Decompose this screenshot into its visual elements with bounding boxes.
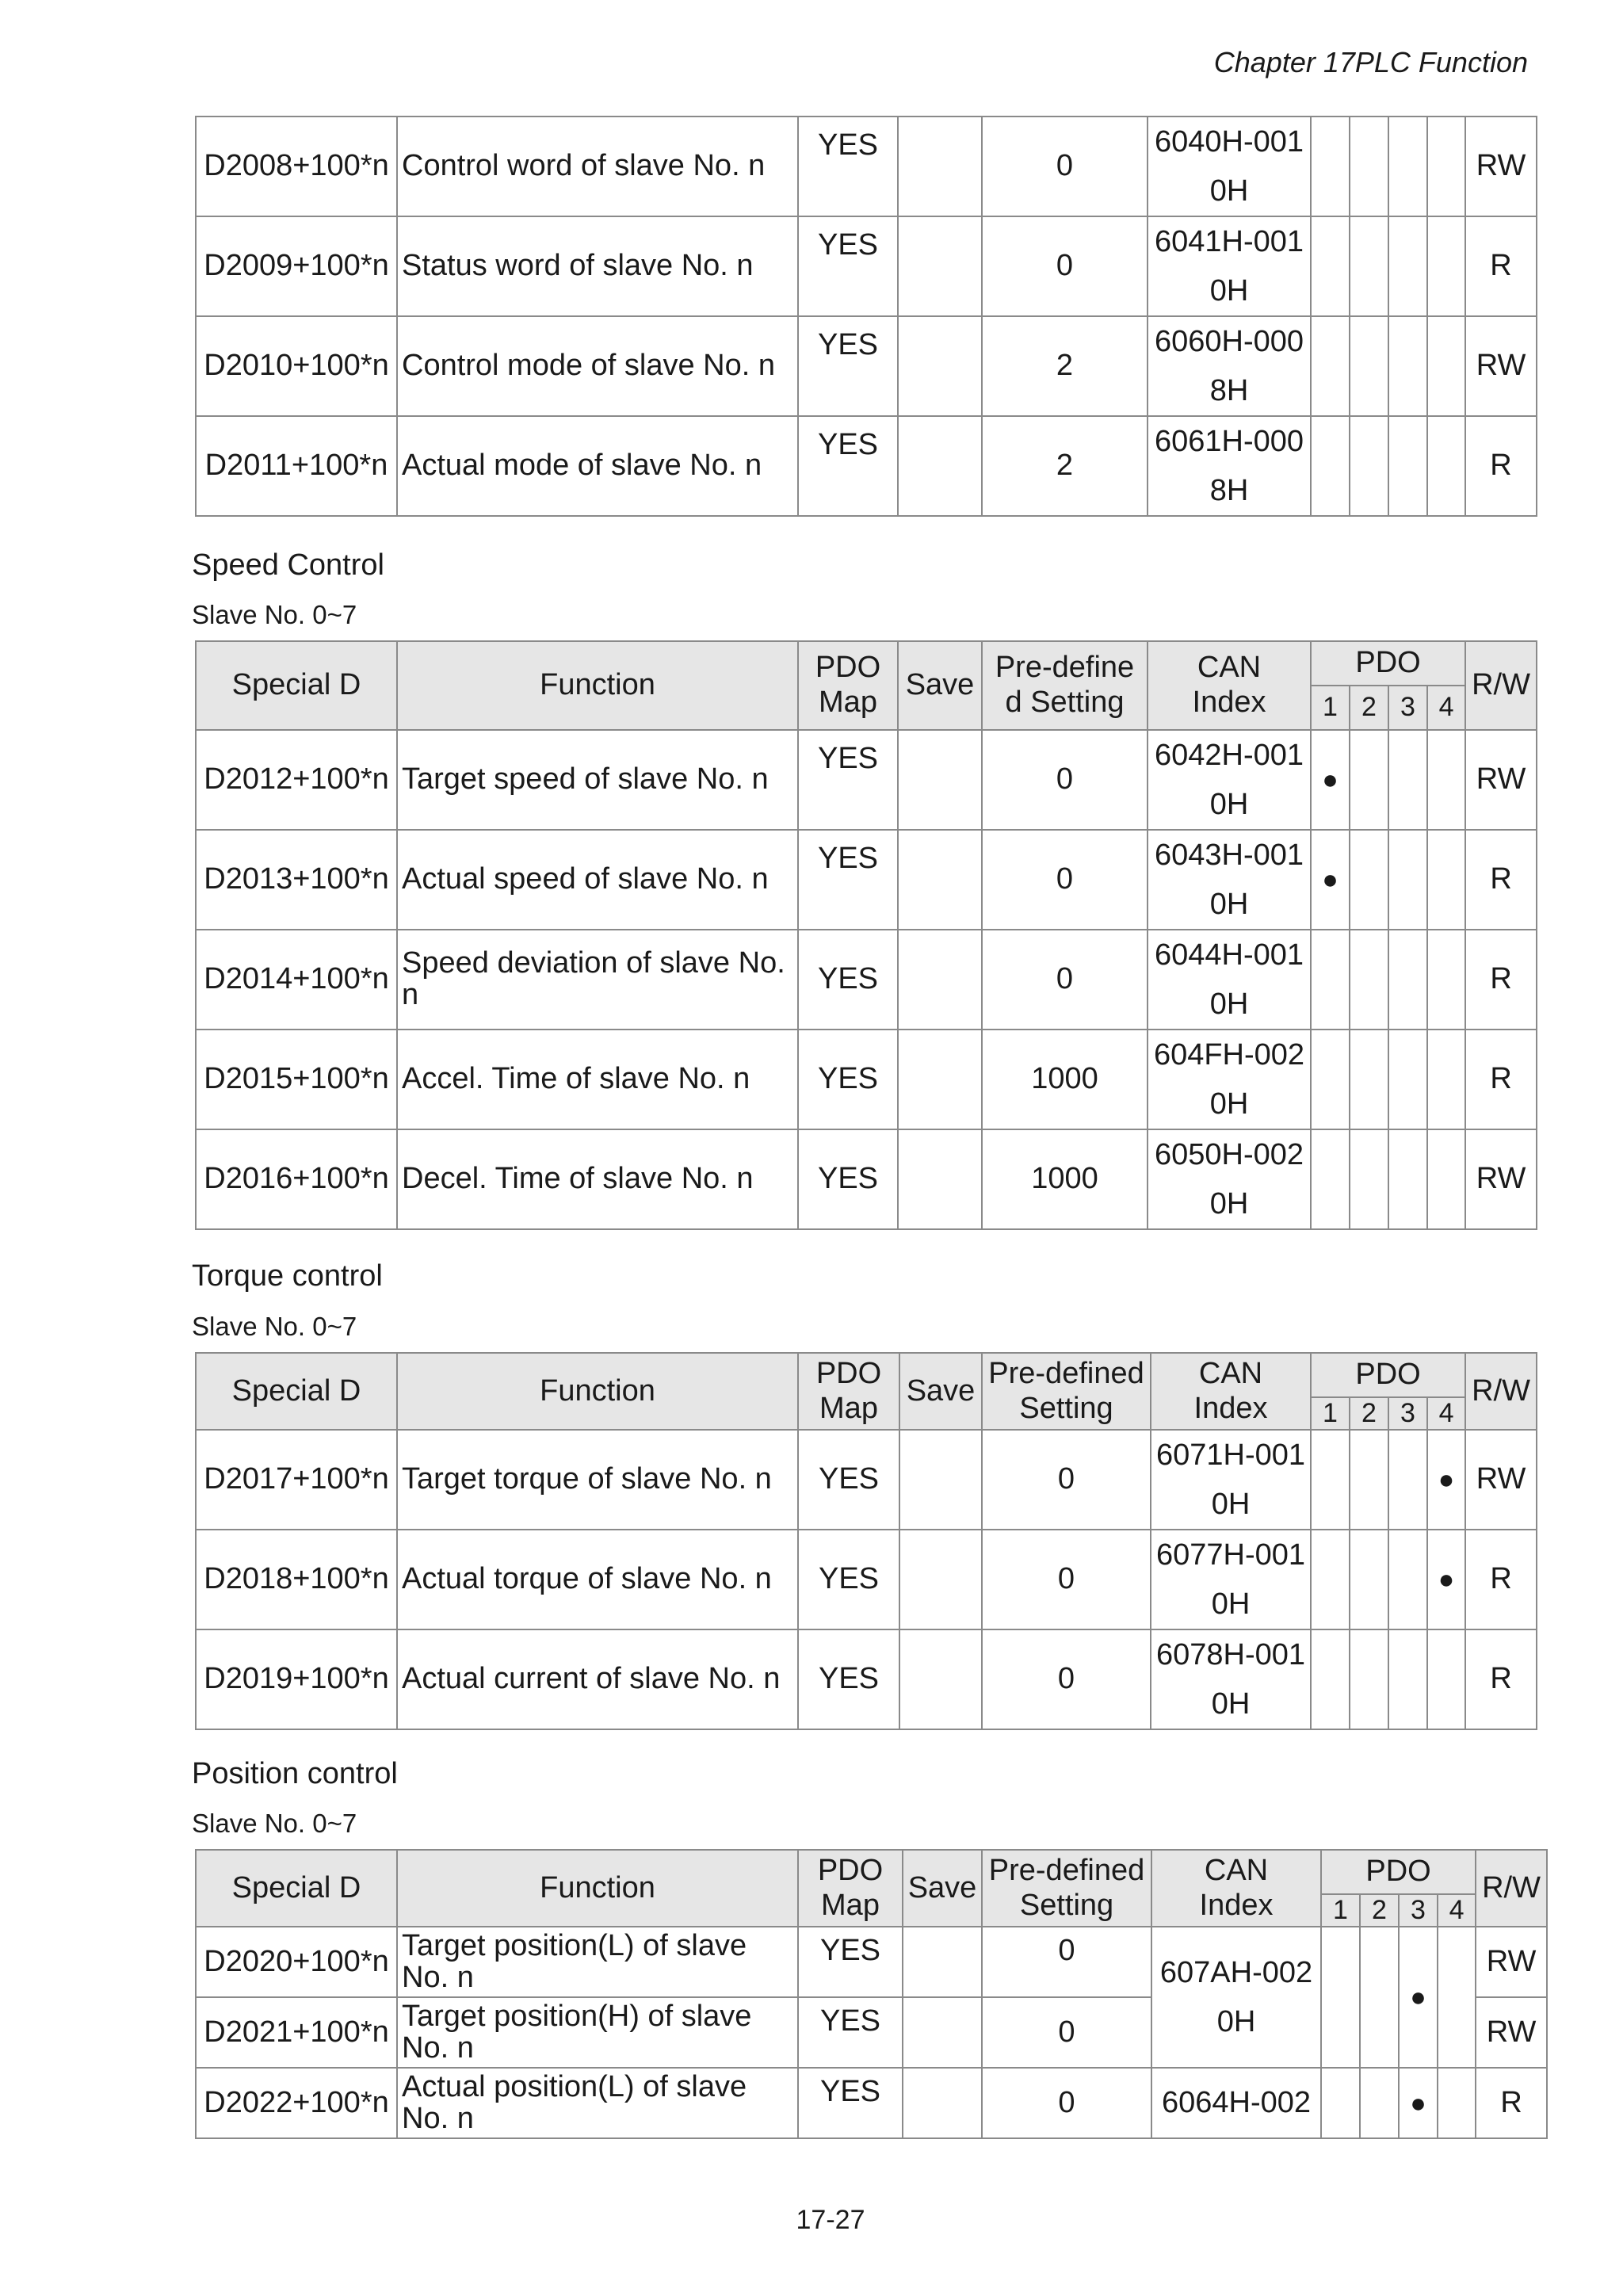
can-index-line-1: 6071H-001 <box>1155 1438 1306 1473</box>
setting-cell: 0 <box>982 1430 1151 1530</box>
can-index-header-line-1: CAN <box>1198 1356 1263 1390</box>
pdo-2-cell <box>1350 1430 1388 1530</box>
pdo-4-cell <box>1427 1030 1465 1129</box>
pdo-3-mark: ● <box>1410 2088 1426 2118</box>
special-d-cell: D2019+100*n <box>196 1629 397 1729</box>
rw-cell: R <box>1465 216 1537 316</box>
setting-cell: 0 <box>982 830 1148 930</box>
function-header: Function <box>397 641 798 730</box>
setting-header-line-1: Pre-defined <box>988 1853 1145 1887</box>
pdo-4-header: 4 <box>1427 686 1465 730</box>
rw-cell: R <box>1465 1530 1537 1629</box>
function-cell: Target position(H) of slave No. n <box>397 1997 798 2068</box>
table-row <box>196 830 1537 930</box>
table-row <box>196 316 1537 416</box>
pdo-3-cell <box>1388 1629 1427 1729</box>
pdo-map-cell: YES <box>798 416 898 516</box>
pdo-3-cell <box>1388 830 1427 930</box>
table-row <box>196 730 1537 830</box>
pdo-2-cell <box>1350 830 1388 930</box>
special-d-cell: D2010+100*n <box>196 316 397 416</box>
pdo-3-mark: ● <box>1410 1982 1426 2013</box>
can-index-line-2: 0H <box>1216 2005 1256 2039</box>
special-d-cell: D2008+100*n <box>196 117 397 216</box>
can-index-line-1: 6042H-001 <box>1154 739 1304 772</box>
can-index-line-1: 6078H-001 <box>1155 1638 1306 1672</box>
save-cell <box>903 2068 982 2138</box>
can-index-cell <box>1148 1129 1311 1229</box>
pdo-4-cell <box>1427 930 1465 1030</box>
setting-cell: 0 <box>982 1629 1151 1729</box>
pdo-3-cell <box>1388 1530 1427 1629</box>
pdo-1-cell <box>1321 1927 1360 2068</box>
rw-cell: R <box>1465 1629 1537 1729</box>
function-cell: Actual torque of slave No. n <box>397 1530 798 1629</box>
rw-cell: R <box>1465 830 1537 930</box>
pdo-1-mark: ● <box>1322 765 1338 796</box>
pdo-3-cell <box>1388 117 1427 216</box>
special-d-cell: D2012+100*n <box>196 730 397 830</box>
can-index-cell <box>1151 1430 1311 1530</box>
rw-cell: R <box>1465 416 1537 516</box>
pdo-4-header: 4 <box>1427 1397 1465 1430</box>
special-d-cell: D2016+100*n <box>196 1129 397 1229</box>
can-index-cell <box>1148 830 1311 930</box>
pdo-1-header: 1 <box>1311 1397 1350 1430</box>
can-index-line-2: 0H <box>1209 888 1249 921</box>
pdo-4-cell <box>1427 1129 1465 1229</box>
pdo-2-cell <box>1350 216 1388 316</box>
pdo-4-header: 4 <box>1438 1894 1476 1927</box>
special-d-header: Special D <box>196 1353 397 1430</box>
pdo-1-mark: ● <box>1322 865 1338 896</box>
save-header: Save <box>898 641 982 730</box>
save-cell <box>898 117 982 216</box>
setting-header <box>982 1353 1151 1430</box>
can-index-header-line-2: Index <box>1192 686 1266 719</box>
pdo-header: PDO <box>1321 1850 1476 1894</box>
page-number: 17-27 <box>796 2205 865 2235</box>
special-d-cell: D2009+100*n <box>196 216 397 316</box>
header-row <box>196 641 1537 686</box>
setting-header-line-1: Pre-defined <box>988 1356 1144 1390</box>
pdo-map-header <box>798 1850 903 1927</box>
setting-header-line-2: Setting <box>1019 1888 1114 1922</box>
pdo-1-cell <box>1311 1629 1350 1729</box>
can-index-line-1: 6077H-001 <box>1155 1538 1306 1572</box>
pdo-1-cell <box>1311 930 1350 1030</box>
pdo-1-cell <box>1311 830 1350 930</box>
pdo-1-cell <box>1311 730 1350 830</box>
pdo-map-cell: YES <box>798 1030 898 1129</box>
special-d-cell: D2018+100*n <box>196 1530 397 1629</box>
can-index-line-2: 0H <box>1209 274 1249 308</box>
save-header: Save <box>899 1353 982 1430</box>
pdo-map-cell: YES <box>798 930 898 1030</box>
rw-cell: RW <box>1465 730 1537 830</box>
pdo-2-header: 2 <box>1350 686 1388 730</box>
can-index-line-2: 0H <box>1211 1687 1251 1721</box>
pdo-4-cell <box>1427 1530 1465 1629</box>
can-index-cell <box>1151 1629 1311 1729</box>
pdo-4-cell <box>1427 316 1465 416</box>
position-control-subtitle: Slave No. 0~7 <box>192 1809 357 1838</box>
pdo-1-cell <box>1311 1129 1350 1229</box>
pdo-2-cell <box>1360 1927 1399 2068</box>
rw-header: R/W <box>1465 641 1537 730</box>
pdo-3-cell <box>1388 1129 1427 1229</box>
table-row <box>196 117 1537 216</box>
pdo-2-cell <box>1350 1530 1388 1629</box>
position-control-title: Position control <box>192 1757 398 1790</box>
pdo-4-cell <box>1438 2068 1476 2138</box>
rw-cell: RW <box>1476 1927 1547 1997</box>
speed-control-subtitle: Slave No. 0~7 <box>192 600 357 629</box>
pdo-1-cell <box>1321 2068 1360 2138</box>
setting-cell: 0 <box>982 216 1148 316</box>
save-cell <box>898 316 982 416</box>
pdo-2-cell <box>1350 1629 1388 1729</box>
function-header: Function <box>397 1353 798 1430</box>
pdo-3-cell <box>1388 416 1427 516</box>
can-index-cell <box>1148 416 1311 516</box>
can-index-line-1: 607AH-002 <box>1159 1956 1313 1990</box>
can-index-cell <box>1151 1530 1311 1629</box>
pdo-map-cell: YES <box>798 730 898 830</box>
pdo-3-cell <box>1399 1927 1438 2068</box>
save-cell <box>898 416 982 516</box>
pdo-2-cell <box>1350 1129 1388 1229</box>
can-index-line-2: 0H <box>1209 174 1249 208</box>
chapter-header: Chapter 17PLC Function <box>1213 46 1528 78</box>
can-index-line-2: 8H <box>1209 374 1249 407</box>
rw-cell: R <box>1465 1030 1537 1129</box>
pdo-3-cell <box>1388 730 1427 830</box>
pdo-map-cell: YES <box>798 1997 903 2068</box>
can-index-cell <box>1148 1030 1311 1129</box>
rw-cell: R <box>1465 930 1537 1030</box>
can-index-cell: 6064H-002 <box>1151 2068 1321 2138</box>
can-index-line-1: 6044H-001 <box>1154 938 1304 972</box>
can-index-line-1: 6041H-001 <box>1154 225 1304 258</box>
special-d-cell: D2015+100*n <box>196 1030 397 1129</box>
pdo-4-mark: ● <box>1438 1465 1455 1496</box>
speed-control-table <box>195 640 1537 1230</box>
setting-cell: 2 <box>982 416 1148 516</box>
special-d-cell: D2021+100*n <box>196 1997 397 2068</box>
table-row <box>196 1430 1537 1530</box>
save-cell <box>898 830 982 930</box>
torque-control-table <box>195 1352 1537 1730</box>
function-cell: Actual current of slave No. n <box>397 1629 798 1729</box>
pdo-4-cell <box>1427 1629 1465 1729</box>
setting-cell: 0 <box>982 1927 1151 1997</box>
setting-cell: 1000 <box>982 1129 1148 1229</box>
can-index-header-line-1: CAN <box>1197 651 1262 685</box>
general-parameter-table <box>195 116 1537 517</box>
pdo-map-header-line-1: PDO <box>815 1356 882 1390</box>
pdo-2-cell <box>1350 316 1388 416</box>
pdo-map-header-line-2: Map <box>819 1391 878 1425</box>
pdo-map-header-line-2: Map <box>821 1888 880 1922</box>
pdo-2-cell <box>1360 2068 1399 2138</box>
rw-header: R/W <box>1465 1353 1537 1430</box>
special-d-cell: D2022+100*n <box>196 2068 397 2138</box>
pdo-2-cell <box>1350 930 1388 1030</box>
pdo-3-header: 3 <box>1388 686 1427 730</box>
save-cell <box>898 730 982 830</box>
pdo-map-cell: YES <box>798 1927 903 1997</box>
pdo-map-header-line-2: Map <box>819 686 877 719</box>
pdo-3-cell <box>1388 216 1427 316</box>
can-index-line-1: 6043H-001 <box>1154 839 1304 872</box>
pdo-map-cell: YES <box>798 1129 898 1229</box>
pdo-map-cell: YES <box>798 117 898 216</box>
can-index-header <box>1148 641 1311 730</box>
setting-header-line-2: Setting <box>1019 1391 1113 1425</box>
can-index-line-1: 604FH-002 <box>1153 1038 1305 1072</box>
save-cell <box>899 1629 982 1729</box>
table-row <box>196 1129 1537 1229</box>
setting-cell: 0 <box>982 1997 1151 2068</box>
pdo-map-header-line-1: PDO <box>815 651 881 685</box>
pdo-2-header: 2 <box>1350 1397 1388 1430</box>
pdo-3-cell <box>1388 930 1427 1030</box>
table-row <box>196 216 1537 316</box>
rw-cell: RW <box>1465 117 1537 216</box>
table-row <box>196 1530 1537 1629</box>
rw-cell: R <box>1476 2068 1547 2138</box>
rw-cell: RW <box>1465 316 1537 416</box>
setting-cell: 0 <box>982 730 1148 830</box>
can-index-line-2: 0H <box>1209 788 1249 821</box>
torque-control-title: Torque control <box>192 1259 383 1293</box>
function-cell: Actual speed of slave No. n <box>397 830 798 930</box>
rw-cell: RW <box>1465 1430 1537 1530</box>
special-d-cell: D2017+100*n <box>196 1430 397 1530</box>
can-index-cell <box>1148 316 1311 416</box>
special-d-cell: D2013+100*n <box>196 830 397 930</box>
can-index-line-1: 6061H-000 <box>1154 425 1304 458</box>
setting-cell: 0 <box>982 1530 1151 1629</box>
can-index-cell <box>1148 930 1311 1030</box>
save-cell <box>903 1997 982 2068</box>
pdo-3-cell <box>1388 1430 1427 1530</box>
pdo-4-cell <box>1438 1927 1476 2068</box>
setting-cell: 0 <box>982 2068 1151 2138</box>
can-index-line-2: 0H <box>1211 1587 1251 1622</box>
function-cell: Decel. Time of slave No. n <box>397 1129 798 1229</box>
can-index-header-line-1: CAN <box>1204 1853 1269 1887</box>
function-cell: Target position(L) of slave No. n <box>397 1927 798 1997</box>
function-header: Function <box>397 1850 798 1927</box>
pdo-map-header-line-1: PDO <box>817 1853 884 1887</box>
rw-cell: RW <box>1476 1997 1547 2068</box>
pdo-3-header: 3 <box>1388 1397 1427 1430</box>
can-index-line-2: 0H <box>1209 1187 1249 1221</box>
can-index-header <box>1151 1850 1321 1927</box>
pdo-1-header: 1 <box>1321 1894 1360 1927</box>
setting-cell: 0 <box>982 117 1148 216</box>
function-cell: Accel. Time of slave No. n <box>397 1030 798 1129</box>
pdo-map-cell: YES <box>798 316 898 416</box>
rw-header: R/W <box>1476 1850 1547 1927</box>
pdo-2-cell <box>1350 416 1388 516</box>
table-row <box>196 416 1537 516</box>
special-d-cell: D2014+100*n <box>196 930 397 1030</box>
function-cell: Control word of slave No. n <box>397 117 798 216</box>
pdo-1-cell <box>1311 1430 1350 1530</box>
can-index-cell <box>1151 1927 1321 2068</box>
pdo-map-cell: YES <box>798 2068 903 2138</box>
pdo-1-header: 1 <box>1311 686 1350 730</box>
pdo-2-cell <box>1350 730 1388 830</box>
function-cell: Actual mode of slave No. n <box>397 416 798 516</box>
table-row <box>196 1927 1547 1997</box>
special-d-header: Special D <box>196 1850 397 1927</box>
can-index-line-2: 8H <box>1209 474 1249 507</box>
save-cell <box>898 930 982 1030</box>
special-d-header: Special D <box>196 641 397 730</box>
can-index-header <box>1151 1353 1311 1430</box>
setting-header <box>982 1850 1151 1927</box>
pdo-2-cell <box>1350 117 1388 216</box>
pdo-1-cell <box>1311 316 1350 416</box>
save-cell <box>903 1927 982 1997</box>
setting-header-line-1: Pre-define <box>995 651 1135 685</box>
pdo-4-cell <box>1427 416 1465 516</box>
pdo-header: PDO <box>1311 1353 1465 1397</box>
setting-header-line-2: d Setting <box>1005 686 1125 719</box>
pdo-3-cell <box>1388 1030 1427 1129</box>
pdo-4-cell <box>1427 1430 1465 1530</box>
pdo-4-mark: ● <box>1438 1564 1455 1595</box>
table-row <box>196 2068 1547 2138</box>
table-row <box>196 1030 1537 1129</box>
rw-cell: RW <box>1465 1129 1537 1229</box>
save-cell <box>898 216 982 316</box>
setting-header <box>982 641 1148 730</box>
pdo-3-cell <box>1388 316 1427 416</box>
speed-control-title: Speed Control <box>192 548 384 582</box>
pdo-header: PDO <box>1311 641 1465 686</box>
table-row <box>196 1629 1537 1729</box>
pdo-4-cell <box>1427 730 1465 830</box>
save-cell <box>899 1430 982 1530</box>
save-header: Save <box>903 1850 982 1927</box>
save-cell <box>898 1129 982 1229</box>
pdo-1-cell <box>1311 416 1350 516</box>
pdo-map-cell: YES <box>798 1629 899 1729</box>
special-d-cell: D2011+100*n <box>196 416 397 516</box>
function-cell: Target torque of slave No. n <box>397 1430 798 1530</box>
can-index-header-line-2: Index <box>1199 1888 1274 1922</box>
setting-cell: 0 <box>982 930 1148 1030</box>
can-index-cell <box>1148 117 1311 216</box>
table-row <box>196 930 1537 1030</box>
can-index-line-2: 0H <box>1211 1488 1251 1522</box>
save-cell <box>898 1030 982 1129</box>
can-index-line-1: 6050H-002 <box>1154 1138 1304 1171</box>
pdo-map-cell: YES <box>798 1430 899 1530</box>
pdo-map-header <box>798 1353 899 1430</box>
pdo-2-cell <box>1350 1030 1388 1129</box>
pdo-1-cell <box>1311 1030 1350 1129</box>
function-cell: Speed deviation of slave No. n <box>397 930 798 1030</box>
function-cell: Target speed of slave No. n <box>397 730 798 830</box>
header-row <box>196 1850 1547 1894</box>
can-index-line-1: 6040H-001 <box>1154 125 1304 159</box>
pdo-1-cell <box>1311 1530 1350 1629</box>
pdo-map-cell: YES <box>798 1530 899 1629</box>
function-cell: Status word of slave No. n <box>397 216 798 316</box>
can-index-header-line-2: Index <box>1193 1391 1268 1425</box>
setting-cell: 2 <box>982 316 1148 416</box>
pdo-2-header: 2 <box>1360 1894 1399 1927</box>
can-index-line-1: 6060H-000 <box>1154 325 1304 358</box>
pdo-3-cell <box>1399 2068 1438 2138</box>
pdo-map-cell: YES <box>798 216 898 316</box>
torque-control-subtitle: Slave No. 0~7 <box>192 1312 357 1341</box>
can-index-cell <box>1148 216 1311 316</box>
pdo-1-cell <box>1311 216 1350 316</box>
can-index-line-2: 0H <box>1209 988 1249 1021</box>
function-cell: Control mode of slave No. n <box>397 316 798 416</box>
save-cell <box>899 1530 982 1629</box>
can-index-cell <box>1148 730 1311 830</box>
function-cell: Actual position(L) of slave No. n <box>397 2068 798 2138</box>
position-control-table <box>195 1849 1548 2139</box>
pdo-map-cell: YES <box>798 830 898 930</box>
pdo-1-cell <box>1311 117 1350 216</box>
pdo-4-cell <box>1427 216 1465 316</box>
can-index-line-2: 0H <box>1209 1087 1249 1121</box>
pdo-4-cell <box>1427 117 1465 216</box>
pdo-4-cell <box>1427 830 1465 930</box>
header-row <box>196 1353 1537 1397</box>
pdo-map-header <box>798 641 898 730</box>
pdo-3-header: 3 <box>1399 1894 1438 1927</box>
special-d-cell: D2020+100*n <box>196 1927 397 1997</box>
setting-cell: 1000 <box>982 1030 1148 1129</box>
